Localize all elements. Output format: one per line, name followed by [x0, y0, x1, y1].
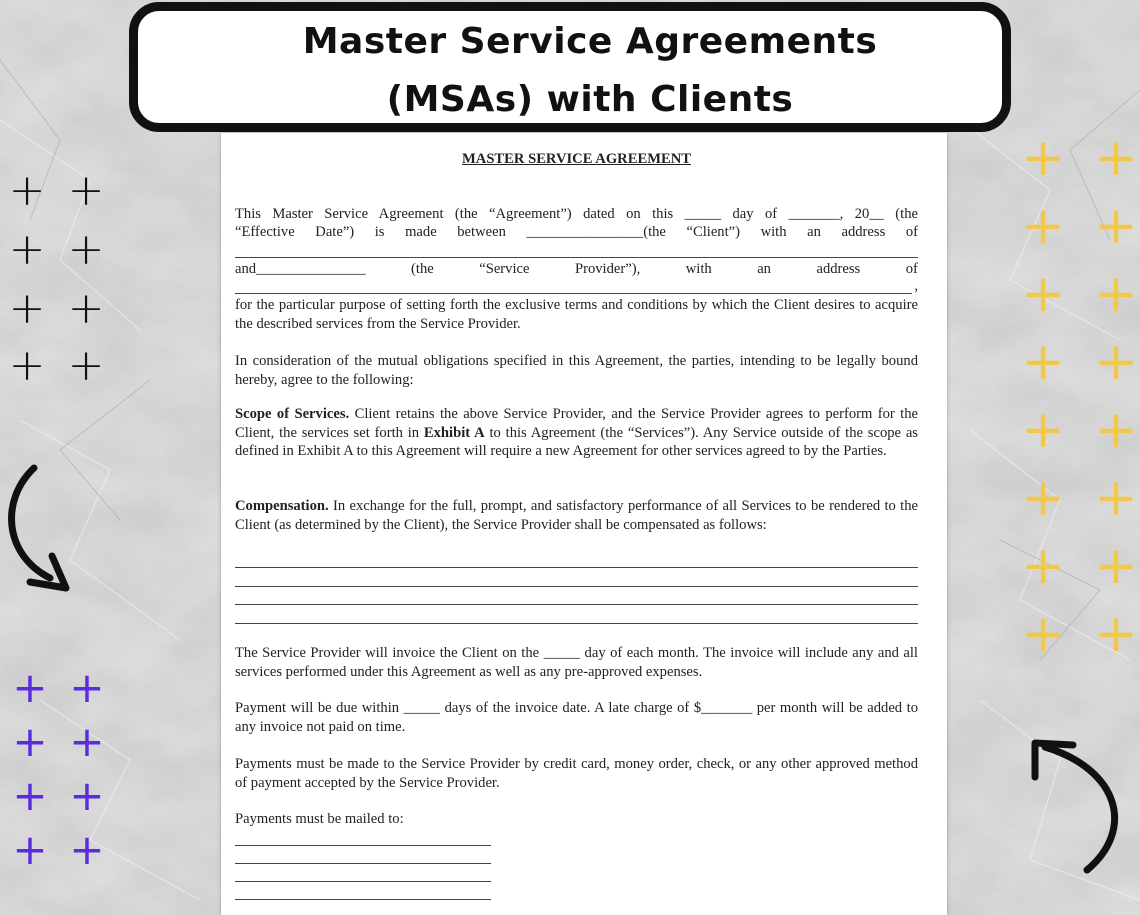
banner-title-line-1: Master Service Agreements [302, 21, 878, 62]
intro-purpose-paragraph: for the particular purpose of setting forth the exclusive terms and conditions by which the Client desires to acquire the described services from the Service Provider. [235, 297, 918, 332]
plus-icon: + [12, 663, 48, 712]
plus-icon: + [8, 224, 46, 275]
intro-line-3 [235, 260, 918, 279]
plus-icon: + [1094, 264, 1138, 324]
compensation-heading: Compensation. [235, 498, 329, 514]
plus-icon: + [69, 825, 105, 874]
mailed-to-label: Payments must be mailed to: [235, 811, 404, 827]
plus-icon: + [69, 663, 105, 712]
scope-text: to this Agreement (the “Services”). Any Service outside of the scope as defined in Exhibit A to this Agreement will require a new Agreement for other services agreed to by the Parties. [235, 424, 918, 459]
plus-icon: + [67, 224, 105, 275]
title-banner [129, 2, 1011, 132]
plus-icon: + [1021, 196, 1065, 256]
consideration-paragraph: In consideration of the mutual obligations specified in this Agreement, the parties, intending to be legally bound hereby, agree to the following: [235, 353, 918, 388]
plus-icon: + [12, 771, 48, 820]
plus-icon: + [69, 717, 105, 766]
document-heading: MASTER SERVICE AGREEMENT [462, 151, 691, 167]
plus-icon: + [1021, 128, 1065, 188]
intro-line-3-word: an [757, 261, 771, 277]
plus-icon: + [1021, 604, 1065, 664]
compensation-paragraph [235, 497, 918, 534]
scope-text: Client retains the above Service Provider, and the Service Provider agrees to perform for the Client, the services set forth in [235, 406, 918, 441]
address-blank-rule [235, 863, 491, 864]
intro-line-3-word: Provider”), [574, 261, 641, 277]
plus-icon: + [1094, 332, 1138, 392]
plus-icon: + [69, 771, 105, 820]
plus-icon: + [8, 340, 46, 391]
plus-icon: + [12, 825, 48, 874]
plus-icon: + [8, 165, 46, 216]
exhibit-reference: Exhibit A [423, 424, 485, 441]
plus-icon: + [67, 165, 105, 216]
plus-icon: + [67, 340, 105, 391]
curved-arrow-up-icon [1025, 735, 1125, 880]
payment-due-paragraph: Payment will be due within _____ days of the invoice date. A late charge of $_______ per month will be added to any invoice not paid on time. [235, 700, 918, 735]
intro-text: “Effective Date”) is made between ________________(the “Client”) with an address of [235, 224, 918, 240]
intro-line-2 [235, 223, 918, 242]
plus-icon: + [1021, 536, 1065, 596]
compensation-text: In exchange for the full, prompt, and satisfactory performance of all Services to be rendered to the Client (as determined by the Client), the Service Provider shall be compensated as follows: [235, 498, 918, 533]
plus-icon: + [1094, 400, 1138, 460]
intro-line-3-word: of [905, 261, 918, 277]
intro-line-3-word: “Service [479, 261, 530, 277]
blank-rule [235, 586, 918, 587]
intro-line-3-word: with [685, 261, 712, 277]
agreement-document-page [221, 133, 947, 915]
scope-paragraph [235, 405, 918, 461]
banner-title-line-2: (MSAs) with Clients [386, 79, 794, 120]
address-blank-rule [235, 899, 491, 900]
intro-line-4: , [914, 278, 918, 294]
plus-icon: + [1021, 264, 1065, 324]
plus-icon: + [1094, 468, 1138, 528]
intro-text: This Master Service Agreement (the “Agreement”) dated on this _____ day of _______, 20__ (the [235, 206, 918, 222]
plus-icon: + [1094, 604, 1138, 664]
plus-icon: + [1094, 128, 1138, 188]
scope-heading: Scope of Services. [235, 406, 350, 422]
blank-rule [235, 604, 918, 605]
invoice-paragraph: The Service Provider will invoice the Client on the _____ day of each month. The invoice will include any and all services performed under this Agreement as well as any pre-approved expenses. [235, 645, 918, 680]
payment-method-paragraph: Payments must be made to the Service Provider by credit card, money order, check, or any other approved method of payment accepted by the Service Provider. [235, 756, 918, 791]
address-blank-rule [235, 845, 491, 846]
blank-rule [235, 567, 918, 568]
blank-rule [235, 257, 918, 258]
plus-icon: + [1094, 536, 1138, 596]
plus-icon: + [1021, 468, 1065, 528]
intro-line-3-word: (the [411, 261, 434, 277]
blank-rule [235, 623, 918, 624]
intro-line-1 [235, 205, 918, 224]
plus-icon: + [67, 283, 105, 334]
plus-icon: + [12, 717, 48, 766]
plus-icon: + [1021, 332, 1065, 392]
address-blank-rule [235, 881, 491, 882]
plus-icon: + [1094, 196, 1138, 256]
intro-line-3-word: address [816, 261, 861, 277]
curved-arrow-down-icon [0, 460, 80, 595]
intro-line-3-word: and_______________ [235, 261, 366, 277]
plus-icon: + [8, 283, 46, 334]
plus-icon: + [1021, 400, 1065, 460]
